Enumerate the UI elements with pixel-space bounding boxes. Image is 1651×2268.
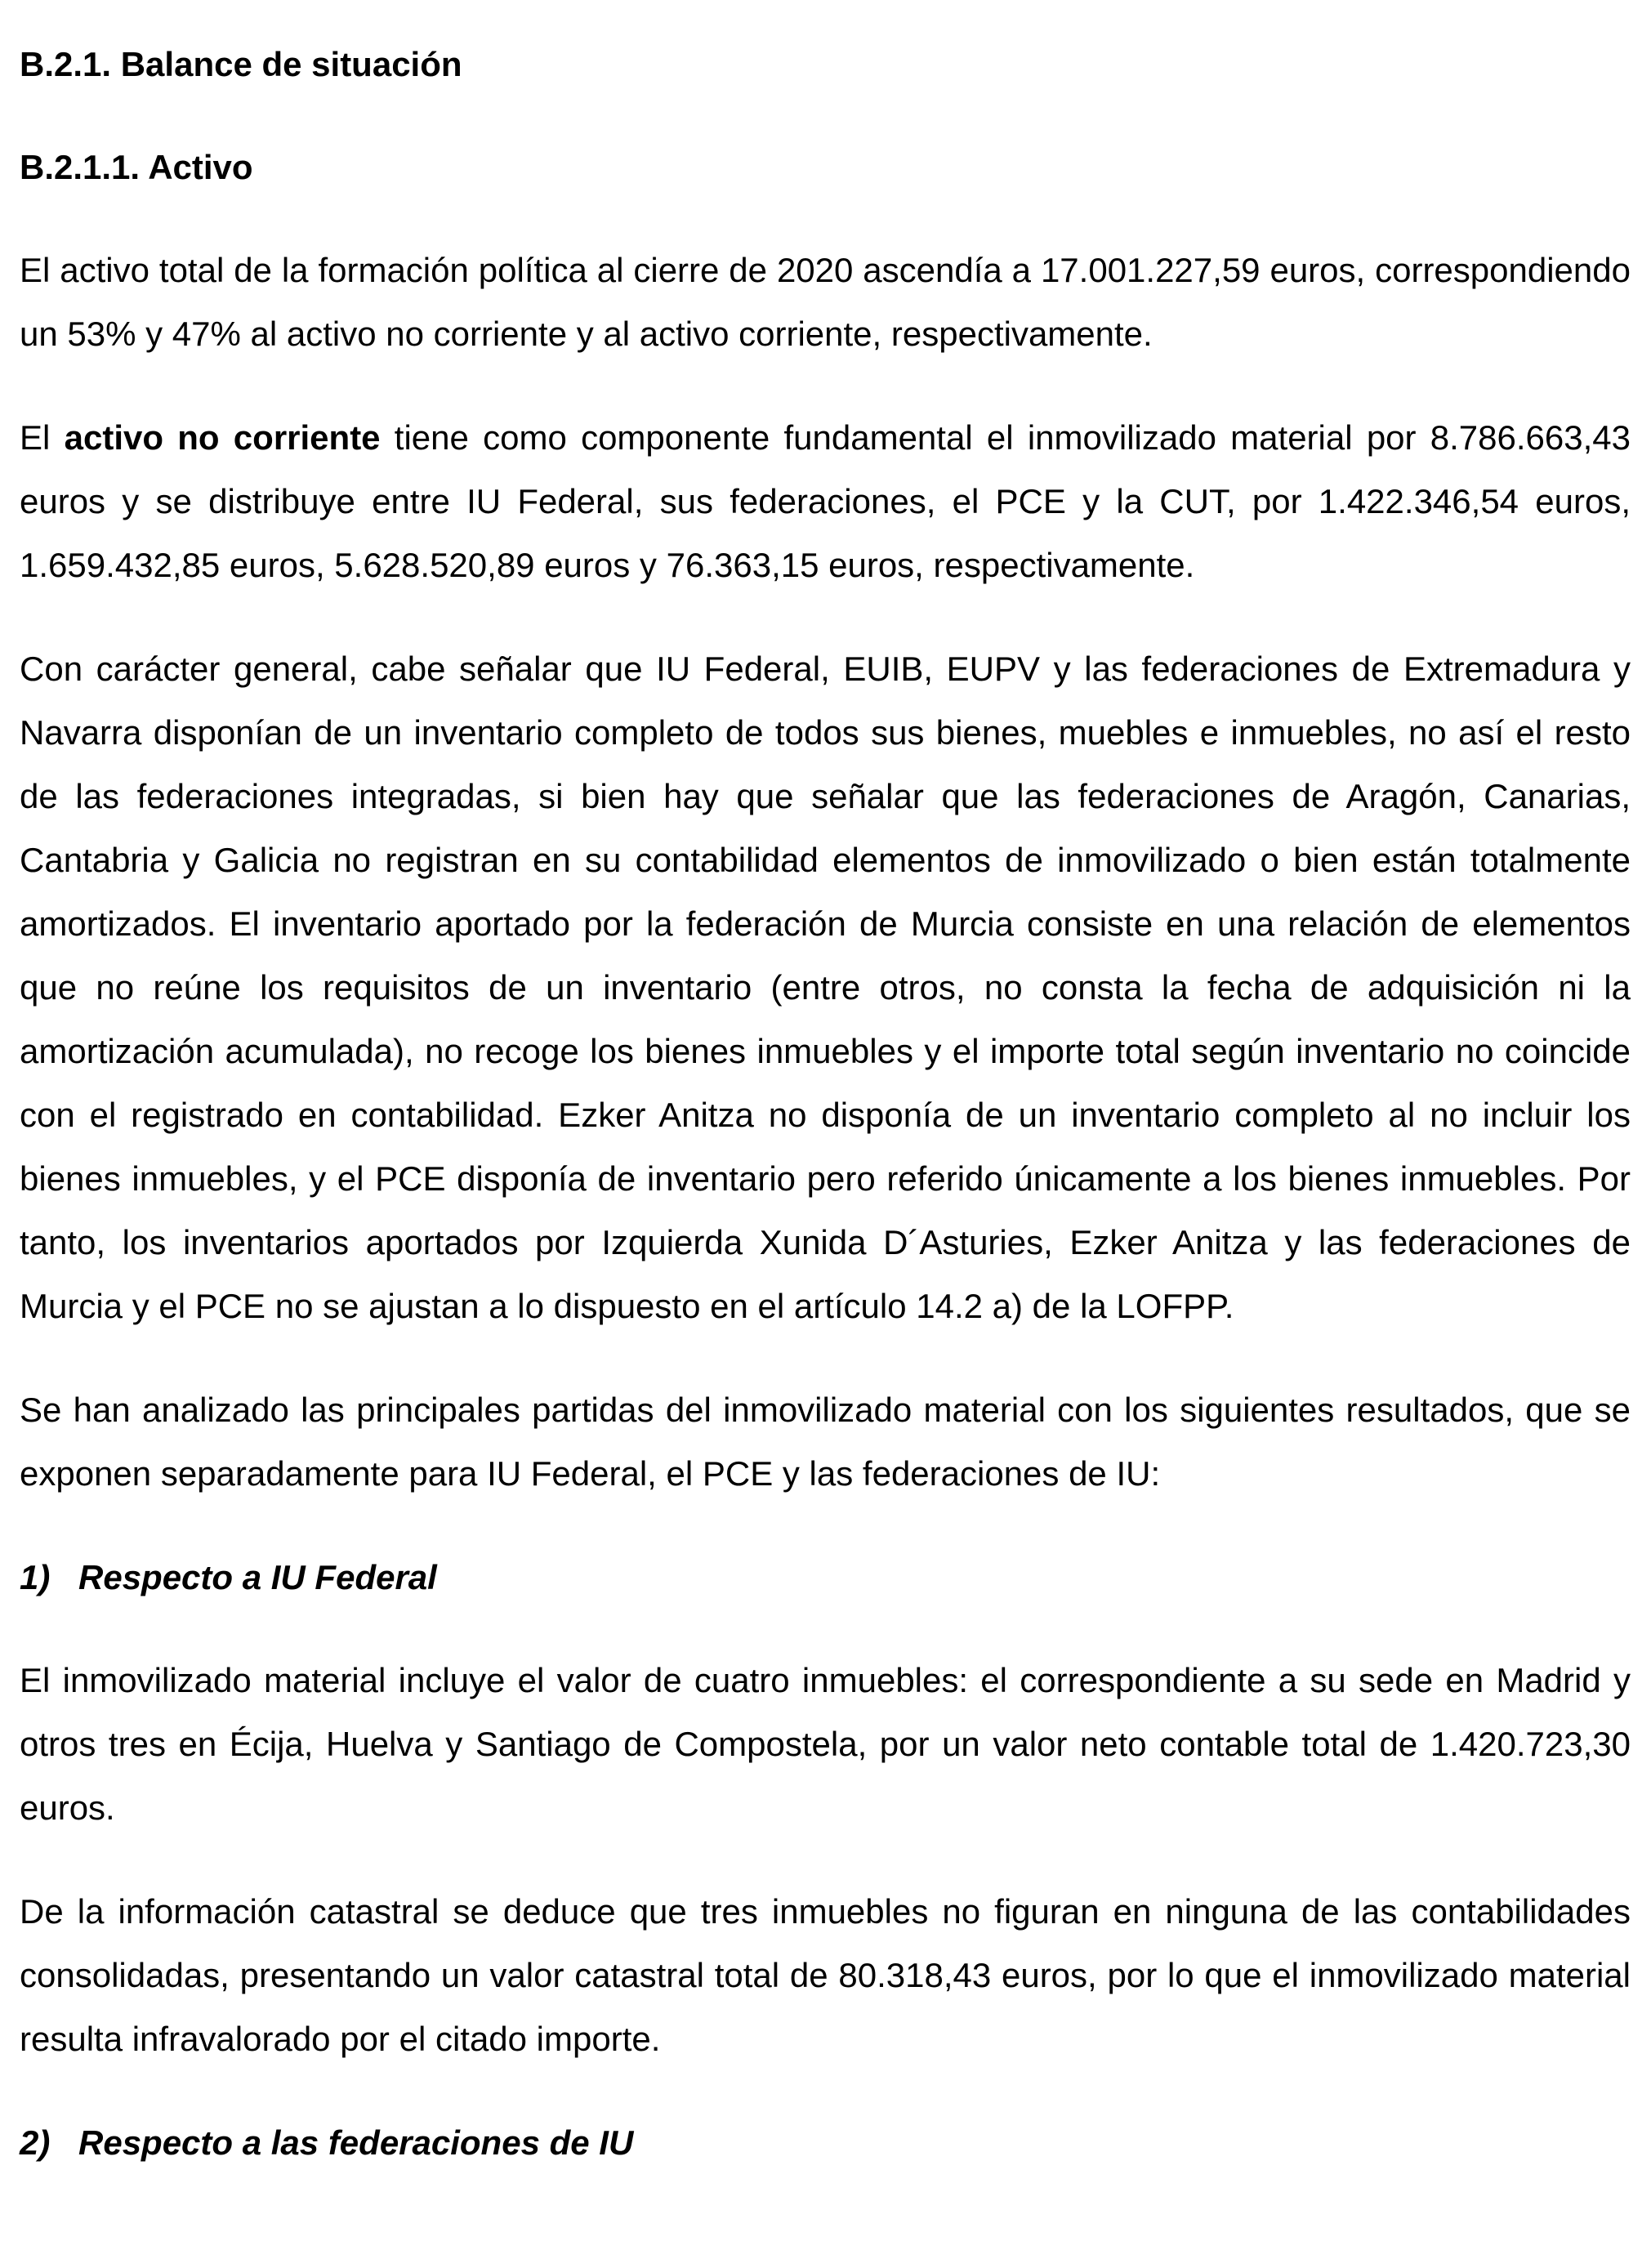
paragraph-activo-total: El activo total de la formación política al cierre de 2020 ascendía a 17.001.227,59 euros, correspondiendo un 53% y 47% al activo no corriente y al activo corriente, respectivamente. xyxy=(20,251,1631,353)
paragraph-activo-no-corriente xyxy=(20,406,1631,597)
numbered-heading-federaciones xyxy=(20,2111,1631,2175)
paragraph-inventarios: Con carácter general, cabe señalar que IU Federal, EUIB, EUPV y las federaciones de Extremadura y Navarra disponían de un inventario completo de todos sus bienes, muebles e inmuebles, no así el resto de las federaciones integradas, si bien hay que señalar que las federaciones de Aragón, Canarias, Cantabria y Galicia no registran en su contabilidad elementos de inmovilizado o bien están totalmente amortizados. El inventario aportado por la federación de Murcia consiste en una relación de elementos que no reúne los requisitos de un inventario (entre otros, no consta la fecha de adquisición ni la amortización acumulada), no recoge los bienes inmuebles y el importe total según inventario no coincide con el registrado en contabilidad. Ezker Anitza no disponía de un inventario completo al no incluir los bienes inmuebles, y el PCE disponía de inventario pero referido únicamente a los bienes inmuebles. Por tanto, los inventarios aportados por Izquierda Xunida D´Asturies, Ezker Anitza y las federaciones de Murcia y el PCE no se ajustan a lo dispuesto en el artículo 14.2 a) de la LOFPP. xyxy=(20,650,1631,1325)
heading-number: 1) xyxy=(20,1558,51,1596)
paragraph-inmuebles: El inmovilizado material incluye el valor de cuatro inmuebles: el correspondiente a su sede en Madrid y otros tres en Écija, Huelva y Santiago de Compostela, por un valor neto contable total de 1.420.723,30 euros. xyxy=(20,1661,1631,1827)
paragraph-rest: tiene como componente fundamental el inmovilizado material por 8.786.663,43 euros y se distribuye entre IU Federal, sus federaciones, el PCE y la CUT, por 1.422.346,54 euros, 1.659.432,85 euros, 5.628.520,89 euros y 76.363,15 euros, respectivamente. xyxy=(20,418,1631,584)
document-page xyxy=(20,33,1631,2214)
section-title: B.2.1. Balance de situación xyxy=(20,45,462,83)
paragraph-catastral: De la información catastral se deduce que tres inmuebles no figuran en ninguna de las contabilidades consolidadas, presentando un valor catastral total de 80.318,43 euros, por lo que el inmovilizado material resulta infravalorado por el citado importe. xyxy=(20,1892,1631,2058)
paragraph-intro: El xyxy=(20,418,51,457)
heading-text: Respecto a IU Federal xyxy=(78,1558,437,1596)
heading-text: Respecto a las federaciones de IU xyxy=(78,2123,634,2162)
heading-number: 2) xyxy=(20,2123,51,2162)
bold-term: activo no corriente xyxy=(64,418,381,457)
numbered-heading-iu-federal xyxy=(20,1546,1631,1609)
subsection-title: B.2.1.1. Activo xyxy=(20,148,253,186)
paragraph-partidas: Se han analizado las principales partidas del inmovilizado material con los siguientes resultados, que se exponen separadamente para IU Federal, el PCE y las federaciones de IU: xyxy=(20,1391,1631,1493)
